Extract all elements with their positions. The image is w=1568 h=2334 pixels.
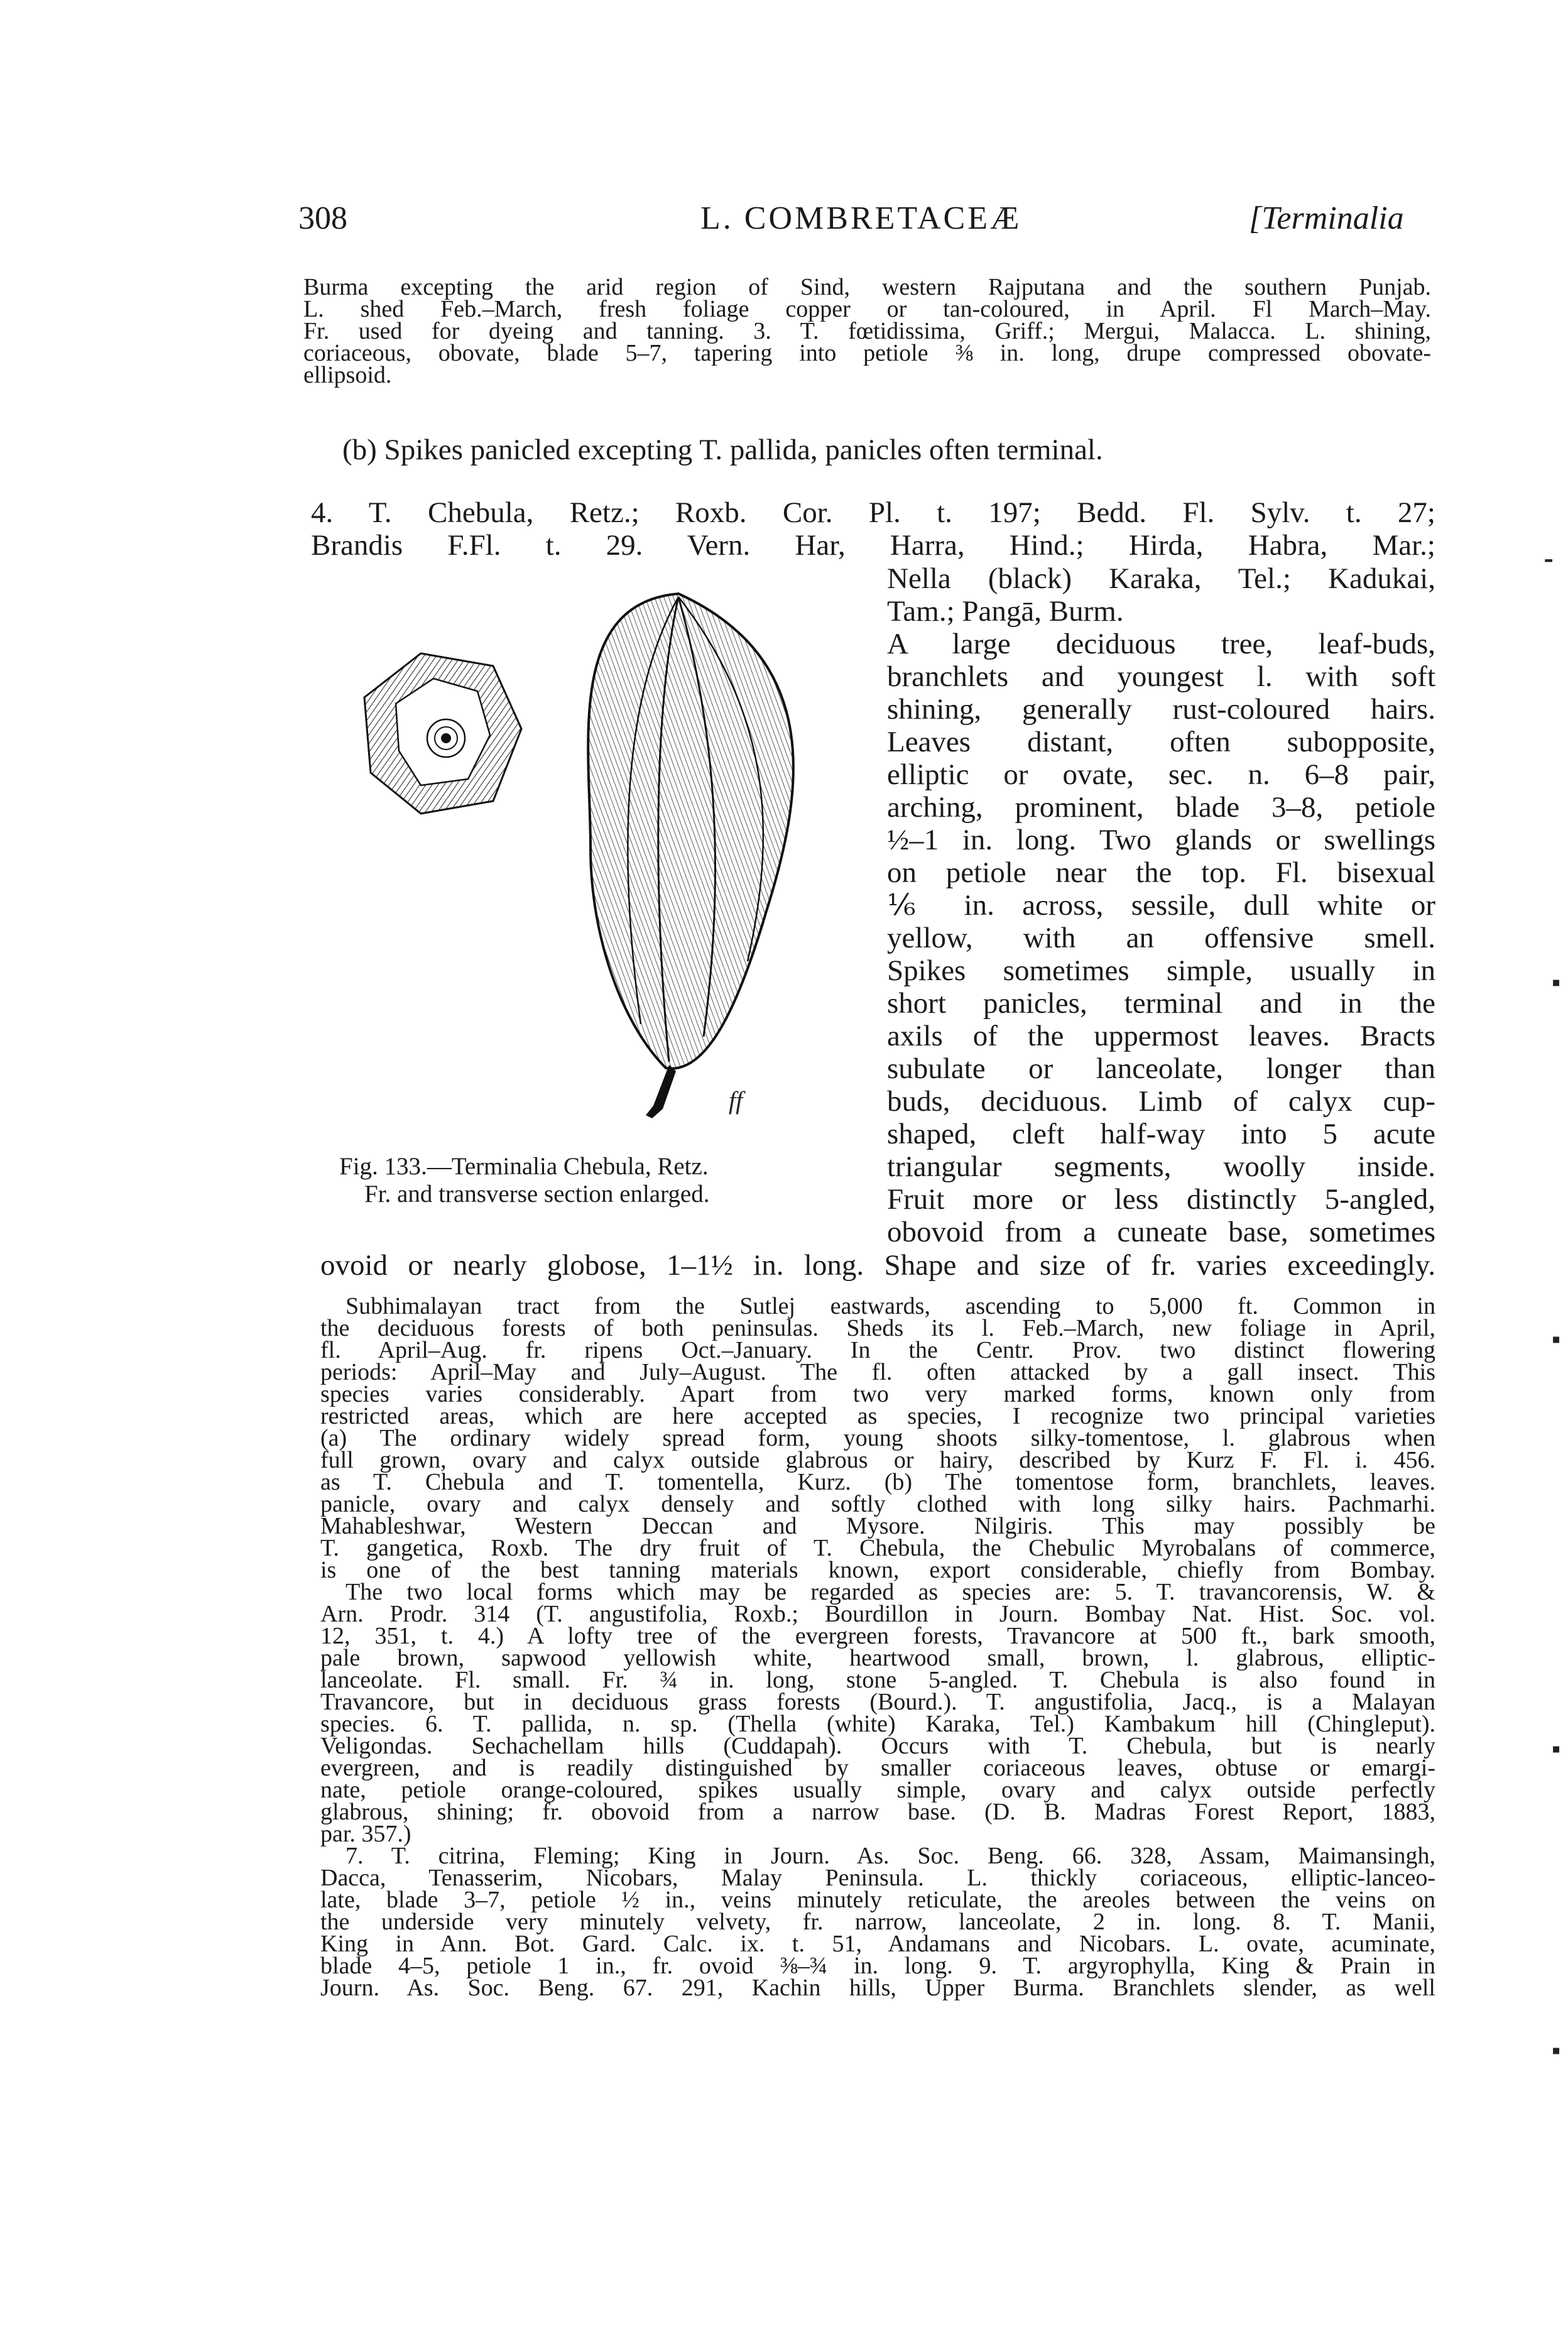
text-line: King in Ann. Bot. Gard. Calc. ix. t. 51, Andamans and Nicobars. L. ovate, acuminate, <box>320 1931 1435 1957</box>
fruit-side-view <box>588 594 793 1118</box>
text-line: Travancore, but in deciduous grass forests (Bourd.). T. angustifolia, Jacq., is a Malayan <box>320 1689 1435 1715</box>
text-line: triangular segments, woolly inside. <box>887 1150 1435 1183</box>
text-line: blade 4–5, petiole 1 in., fr. ovoid ⅜–¾ in. long. 9. T. argyrophylla, King & Prain in <box>320 1953 1435 1979</box>
text-line: Fr. used for dyeing and tanning. 3. T. fœtidissima, Griff.; Mergui, Malacca. L. shining, <box>303 318 1431 344</box>
scan-mark: ▪ <box>1552 1325 1561 1353</box>
text-line: species varies considerably. Apart from two very marked forms, known only from <box>320 1381 1435 1407</box>
text-line: glabrous, shining; fr. obovoid from a narrow base. (D. B. Madras Forest Report, 1883, <box>320 1799 1435 1825</box>
caption-line: Fr. and transverse section enlarged. <box>364 1181 710 1208</box>
text-line: Dacca, Tenasserim, Nicobars, Malay Peninsula. L. thickly coriaceous, elliptic-lanceo- <box>320 1865 1435 1891</box>
text-line: late, blade 3–7, petiole ½ in., veins minutely reticulate, the areoles between the veins on <box>320 1887 1435 1913</box>
top-paragraph <box>303 276 1431 386</box>
text-line: axils of the uppermost leaves. Bracts <box>887 1020 1435 1052</box>
figure-caption <box>339 1153 709 1208</box>
species-description <box>887 562 1435 1248</box>
text-line: on petiole near the top. Fl. bisexual <box>887 856 1435 889</box>
text-line: Burma excepting the arid region of Sind, western Rajputana and the southern Punjab. <box>303 274 1431 300</box>
text-line: ovoid or nearly globose, 1–1½ in. long. Shape and size of fr. varies exceedingly. <box>320 1249 1435 1282</box>
text-line: short panicles, terminal and in the <box>887 987 1435 1020</box>
text-line: Arn. Prodr. 314 (T. angustifolia, Roxb.; Bourdillon in Journ. Bombay Nat. Hist. Soc. vol. <box>320 1601 1435 1627</box>
text-line: Nella (black) Karaka, Tel.; Kadukai, <box>887 562 1435 595</box>
text-line: Subhimalayan tract from the Sutlej eastwards, ascending to 5,000 ft. Common in <box>346 1293 1435 1319</box>
text-line: buds, deciduous. Limb of calyx cup- <box>887 1085 1435 1118</box>
text-line: pale brown, sapwood yellowish white, heartwood small, brown, l. glabrous, elliptic- <box>320 1645 1435 1671</box>
text-line: fl. April–Aug. fr. ripens Oct.–January. In the Centr. Prov. two distinct flowering <box>320 1337 1435 1363</box>
text-line: full grown, ovary and calyx outside glabrous or hairy, described by Kurz F. Fl. i. 456. <box>320 1447 1435 1473</box>
text-line: periods: April–May and July–August. The fl. often attacked by a gall insect. This <box>320 1359 1435 1385</box>
text-line: Veligondas. Sechachellam hills (Cuddapah). Occurs with T. Chebula, but is nearly <box>320 1733 1435 1759</box>
text-line: obovoid from a cuneate base, sometimes <box>887 1216 1435 1248</box>
page-number: 308 <box>298 200 347 236</box>
text-line: 7. T. citrina, Fleming; King in Journ. As. Soc. Beng. 66. 328, Assam, Maimansingh, <box>346 1843 1435 1869</box>
transverse-section <box>364 653 521 814</box>
text-line: Leaves distant, often subopposite, <box>887 726 1435 758</box>
running-title: [Terminalia <box>1249 200 1404 236</box>
text-line: branchlets and youngest l. with soft <box>887 660 1435 693</box>
text-line: (b) Spikes panicled excepting T. pallida, panicles often terminal. <box>342 434 1103 466</box>
species-description-end <box>320 1249 1435 1282</box>
text-line: is one of the best tanning materials known, export considerable, chiefly from Bombay. <box>320 1557 1435 1583</box>
text-line: as T. Chebula and T. tomentella, Kurz. (b) The tomentose form, branchlets, leaves. <box>320 1469 1435 1495</box>
text-line: shining, generally rust-coloured hairs. <box>887 693 1435 726</box>
text-line: 4. T. Chebula, Retz.; Roxb. Cor. Pl. t. 197; Bedd. Fl. Sylv. t. 27; <box>311 496 1435 529</box>
text-line: evergreen, and is readily distinguished by smaller coriaceous leaves, obtuse or emargi- <box>320 1755 1435 1781</box>
text-line: the deciduous forests of both peninsulas. Sheds its l. Feb.–March, new foliage in April, <box>320 1315 1435 1341</box>
text-line: A large deciduous tree, leaf-buds, <box>887 628 1435 660</box>
text-line: panicle, ovary and calyx densely and softly clothed with long silky hairs. Pachmarhi. <box>320 1491 1435 1517</box>
text-line: ⅙ in. across, sessile, dull white or <box>887 889 1435 922</box>
text-line: Tam.; Pangā, Burm. <box>887 595 1124 628</box>
text-line: ½–1 in. long. Two glands or swellings <box>887 824 1435 856</box>
subsection-heading <box>342 434 1285 466</box>
text-line: nate, petiole orange-coloured, spikes usually simple, ovary and calyx outside perfectly <box>320 1777 1435 1803</box>
text-line: Journ. As. Soc. Beng. 67. 291, Kachin hills, Upper Burma. Branchlets slender, as well <box>320 1975 1435 2001</box>
text-line: lanceolate. Fl. small. Fr. ¾ in. long, stone 5-angled. T. Chebula is also found in <box>320 1667 1435 1693</box>
text-line: species. 6. T. pallida, n. sp. (Thella (white) Karaka, Tel.) Kambakum hill (Chingleput). <box>320 1711 1435 1737</box>
section-heading: L. COMBRETACEÆ <box>700 200 1022 236</box>
caption-line: Fig. 133.—Terminalia Chebula, Retz. <box>339 1153 709 1180</box>
text-line: ellipsoid. <box>303 362 392 388</box>
scan-mark: ⁃ <box>1542 547 1555 575</box>
text-line: (a) The ordinary widely spread form, young shoots silky-tomentose, l. glabrous when <box>320 1425 1435 1451</box>
text-line: the underside very minutely velvety, fr. narrow, lanceolate, 2 in. long. 8. T. Manii, <box>320 1909 1435 1935</box>
text-line: Spikes sometimes simple, usually in <box>887 954 1435 987</box>
text-line: elliptic or ovate, sec. n. 6–8 pair, <box>887 758 1435 791</box>
text-line: Fruit more or less distinctly 5-angled, <box>887 1183 1435 1216</box>
text-line: Brandis F.Fl. t. 29. Vern. Har, Harra, Hind.; Hirda, Habra, Mar.; <box>311 529 1435 562</box>
text-line: yellow, with an offensive smell. <box>887 922 1435 954</box>
text-line: coriaceous, obovate, blade 5–7, tapering into petiole ⅜ in. long, drupe compressed obovate- <box>303 340 1431 366</box>
species-heading <box>311 496 1435 562</box>
text-line: The two local forms which may be regarded as species are: 5. T. travancorensis, W. & <box>346 1579 1435 1605</box>
text-line: 12, 351, t. 4.) A lofty tree of the evergreen forests, Travancore at 500 ft., bark smooth, <box>320 1623 1435 1649</box>
text-line: par. 357.) <box>320 1821 411 1847</box>
scan-mark: ▪ <box>1552 968 1561 996</box>
fruit-illustration <box>327 584 879 1137</box>
text-line: subulate or lanceolate, longer than <box>887 1052 1435 1085</box>
text-line: shaped, cleft half-way into 5 acute <box>887 1118 1435 1150</box>
text-line: Mahableshwar, Western Deccan and Mysore. Nilgiris. This may possibly be <box>320 1513 1435 1539</box>
text-line: restricted areas, which are here accepted as species, I recognize two principal varieties <box>320 1403 1435 1429</box>
text-line: L. shed Feb.–March, fresh foliage copper or tan-coloured, in April. Fl March–May. <box>303 296 1431 322</box>
text-line: T. gangetica, Roxb. The dry fruit of T. Chebula, the Chebulic Myrobalans of commerce, <box>320 1535 1435 1561</box>
body-paragraph <box>320 1295 1435 1999</box>
scan-mark: ▪ <box>1552 1735 1561 1763</box>
text-line: arching, prominent, blade 3–8, petiole <box>887 791 1435 824</box>
svg-text:ff: ff <box>729 1086 743 1115</box>
scan-mark: ▪ <box>1552 2036 1561 2064</box>
